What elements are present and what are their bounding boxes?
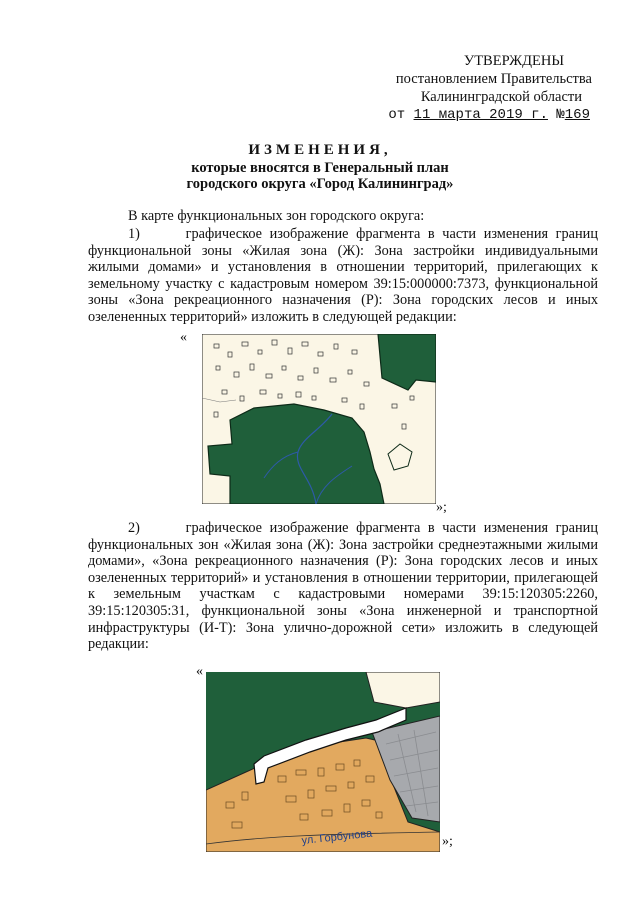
map1-close-quote: »; xyxy=(436,500,447,515)
item-2-number: 2) xyxy=(128,520,140,536)
intro-text: В карте функциональных зон городского округа: xyxy=(128,208,425,224)
item-1-text: графическое изображение фрагмента в части изменения границ функциональной зоны «Жилая зона (Ж): Зона застройки индивидуальными жилыми домами» и установления в отношении территорий, прилегающих к земельному участку с кадастровым номером 39:15:000000:7373, функциональной зоны «Зона рекреационного назначения (Р): Зона городских лесов и иных озелененных территорий» изложить в следующей редакции: xyxy=(88,226,598,325)
approval-line3: Калининградской области xyxy=(420,89,582,105)
document-heading: ИЗМЕНЕНИЯ, xyxy=(248,142,392,158)
document-subtitle-1: которые вносятся в Генеральный план xyxy=(191,160,449,176)
map2-open-quote: « xyxy=(196,664,203,679)
item-2-text: графическое изображение фрагмента в части изменения границ функциональных зон «Жилая зона (Ж): Зона застройки среднеэтажными жилыми домами», «Зона рекреационного назначения (Р): Зона городских лесов и иных озелененных территорий» и установления в отношении территории, прилегающей к земельным участкам с кадастровыми номерами 39:15:120305:2260, 39:15:120305:31, функциональной зоны «Зона инженерной и транспортной инфраструктуры (И-Т): Зона улично-дорожной сети» изложить в следующей редакции: xyxy=(88,520,598,653)
number-prefix: № xyxy=(556,107,565,123)
document-subtitle-2: городского округа «Город Калининград» xyxy=(186,176,454,192)
map-fragment-1 xyxy=(202,334,436,504)
approval-line2: постановлением Правительства xyxy=(395,71,592,87)
map2-close-quote: »; xyxy=(442,834,453,849)
item-1-paragraph xyxy=(88,226,598,326)
date-prefix: от xyxy=(388,107,406,123)
map-fragment-2 xyxy=(206,672,440,852)
date-value: 11 марта 2019 г. xyxy=(413,107,548,123)
approval-date-line xyxy=(332,106,592,124)
item-1-number: 1) xyxy=(128,226,140,242)
map2-street-label: ул. Горбунова xyxy=(301,827,373,847)
number-value: 169 xyxy=(564,107,590,123)
approval-block xyxy=(332,52,592,124)
approval-title: УТВЕРЖДЕНЫ xyxy=(463,53,564,69)
map2-light-zone xyxy=(366,672,440,708)
map1-open-quote: « xyxy=(180,330,187,345)
item-2-paragraph xyxy=(88,520,598,653)
